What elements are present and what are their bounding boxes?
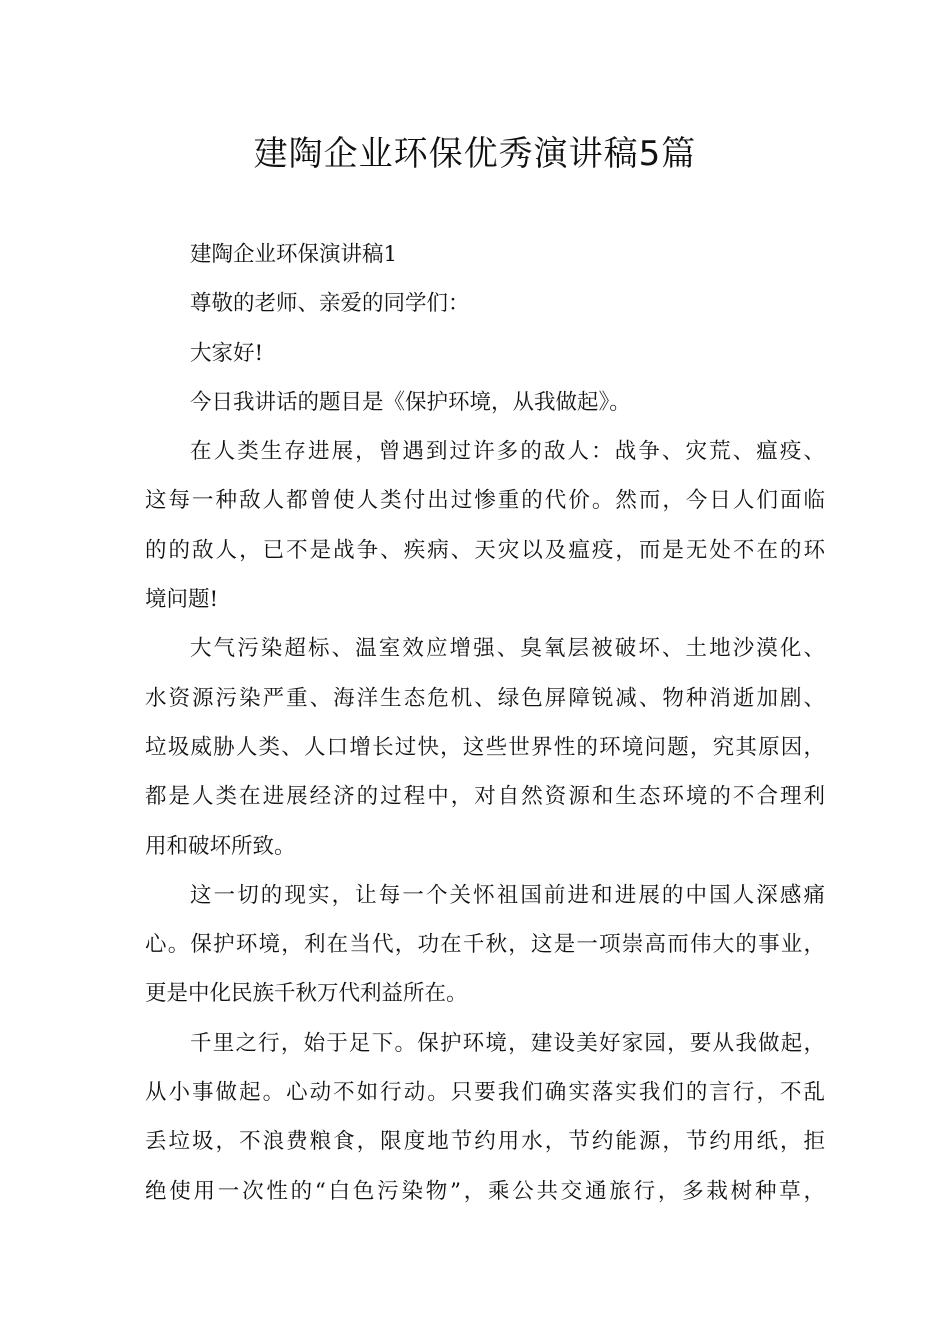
text-line: 的的敌人，已不是战争、疾病、天灾以及瘟疫，而是无处不在的环	[145, 537, 825, 563]
text-line: 绝使用一次性的“白色污染物”，乘公共交通旅行，多栽树种草，	[145, 1178, 825, 1204]
paragraph	[145, 871, 825, 1019]
text-line: 用和破坏所致。	[145, 833, 296, 859]
document-title: 建陶企业环保优秀演讲稿5篇	[253, 134, 697, 174]
text-line: 千里之行，始于足下。保护环境，建设美好家园，要从我做起，	[190, 1030, 825, 1056]
paragraph	[145, 624, 825, 870]
text-line: 这一切的现实，让每一个关怀祖国前进和进展的中国人深感痛	[190, 882, 825, 908]
text-line: 大气污染超标、温室效应增强、臭氧层被破坏、土地沙漠化、	[190, 636, 825, 662]
text-line: 从小事做起。心动不如行动。只要我们确实落实我们的言行，不乱	[145, 1080, 825, 1106]
text-line: 都是人类在进展经济的过程中，对自然资源和生态环境的不合理利	[145, 784, 825, 810]
text-line: 这每一种敌人都曾使人类付出过惨重的代价。然而，今日人们面临	[145, 488, 825, 514]
text-line: 更是中化民族千秋万代利益所在。	[145, 981, 468, 1007]
paragraph	[145, 230, 825, 279]
paragraph	[145, 329, 825, 378]
text-line: 今日我讲话的题目是《保护环境，从我做起》。	[190, 389, 631, 415]
text-line: 心。保护环境，利在当代，功在千秋，这是一项崇高而伟大的事业，	[145, 932, 825, 958]
text-line: 在人类生存进展，曾遇到过许多的敌人：战争、灾荒、瘟疫、	[190, 439, 825, 465]
paragraph	[145, 378, 825, 427]
paragraph	[145, 279, 825, 328]
text-line: 境问题!	[145, 587, 219, 613]
paragraph	[145, 1019, 825, 1216]
text-line: 水资源污染严重、海洋生态危机、绿色屏障锐减、物种消逝加剧、	[145, 685, 825, 711]
paragraph	[145, 427, 825, 624]
text-line: 丢垃圾，不浪费粮食，限度地节约用水，节约能源，节约用纸，拒	[145, 1129, 825, 1155]
text-line: 垃圾威胁人类、人口增长过快，这些世界性的环境问题，究其原因，	[145, 734, 825, 760]
text-line: 大家好!	[190, 340, 264, 366]
text-line: 尊敬的老师、亲爱的同学们：	[190, 291, 470, 317]
text-line: 建陶企业环保演讲稿1	[190, 242, 398, 267]
document-body	[145, 230, 825, 1216]
